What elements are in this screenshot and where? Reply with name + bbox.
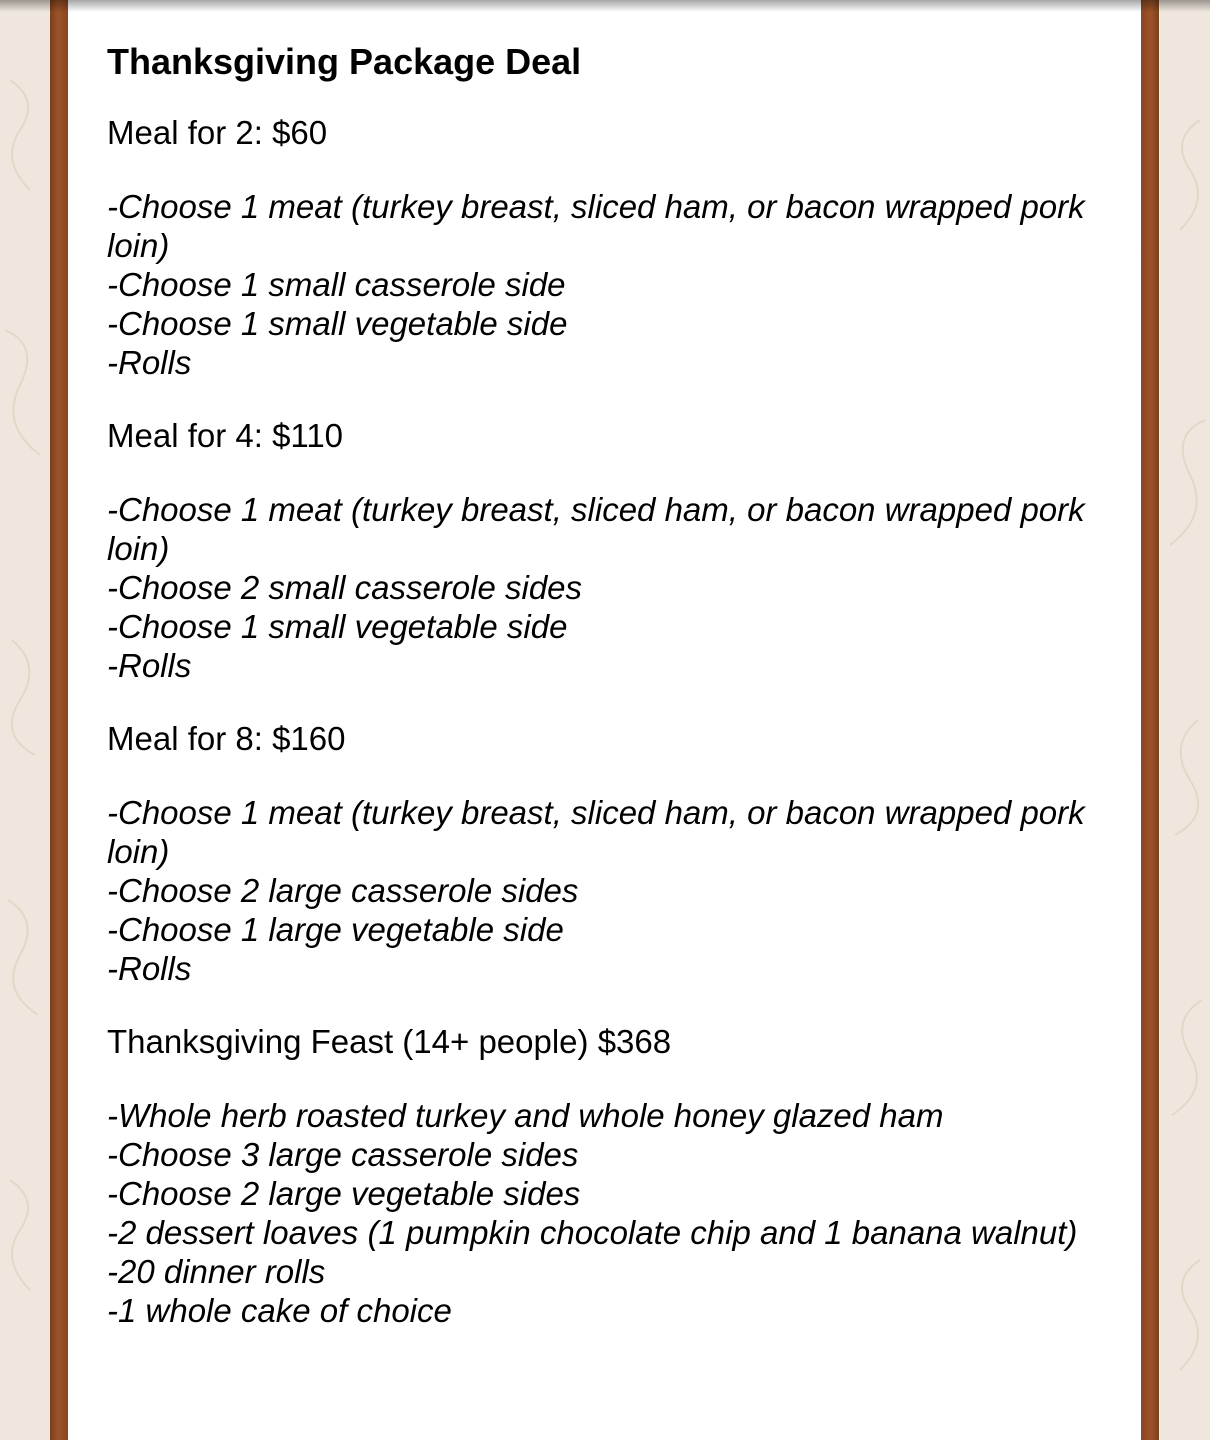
- list-item: -Whole herb roasted turkey and whole honey glazed ham: [107, 1097, 944, 1134]
- package-thanksgiving-feast: [107, 1022, 1107, 1330]
- list-item: -2 dessert loaves (1 pumpkin chocolate chip and 1 banana walnut): [107, 1214, 1078, 1251]
- list-item: -Choose 1 meat (turkey breast, sliced ham, or bacon wrapped pork loin): [107, 794, 1085, 870]
- list-item: -Choose 1 meat (turkey breast, sliced ham, or bacon wrapped pork loin): [107, 491, 1085, 567]
- right-wood-border: [1141, 0, 1159, 1440]
- package-heading: Meal for 4: $110: [107, 417, 344, 454]
- list-item: -Rolls: [107, 344, 192, 381]
- package-heading: Meal for 8: $160: [107, 720, 346, 757]
- list-item: -Choose 1 meat (turkey breast, sliced ham, or bacon wrapped pork loin): [107, 188, 1085, 264]
- package-meal-for-2: [107, 113, 1107, 382]
- left-swirl-pattern: [0, 0, 50, 1440]
- list-item: -Choose 2 large vegetable sides: [107, 1175, 581, 1212]
- list-item: -Choose 1 small vegetable side: [107, 608, 568, 645]
- list-item: -Choose 2 large casserole sides: [107, 872, 579, 909]
- package-items-list: [107, 490, 1107, 685]
- list-item: -Choose 2 small casserole sides: [107, 569, 583, 606]
- list-item: -1 whole cake of choice: [107, 1292, 452, 1329]
- document-content: [107, 40, 1107, 1364]
- package-items-list: [107, 793, 1107, 988]
- package-meal-for-4: [107, 416, 1107, 685]
- list-item: -Rolls: [107, 647, 192, 684]
- package-heading: Meal for 2: $60: [107, 114, 328, 151]
- list-item: -20 dinner rolls: [107, 1253, 326, 1290]
- list-item: -Choose 1 large vegetable side: [107, 911, 564, 948]
- package-items-list: [107, 1096, 1107, 1330]
- left-patterned-background: [0, 0, 50, 1440]
- top-edge-shadow: [0, 0, 1210, 12]
- right-patterned-background: [1160, 0, 1210, 1440]
- list-item: -Choose 1 small vegetable side: [107, 305, 568, 342]
- page-title: Thanksgiving Package Deal: [107, 41, 582, 82]
- package-heading: Thanksgiving Feast (14+ people) $368: [107, 1023, 672, 1060]
- left-wood-border: [50, 0, 68, 1440]
- package-meal-for-8: [107, 719, 1107, 988]
- list-item: -Choose 1 small casserole side: [107, 266, 566, 303]
- right-swirl-pattern: [1160, 0, 1210, 1440]
- list-item: -Choose 3 large casserole sides: [107, 1136, 579, 1173]
- list-item: -Rolls: [107, 950, 192, 987]
- package-items-list: [107, 187, 1107, 382]
